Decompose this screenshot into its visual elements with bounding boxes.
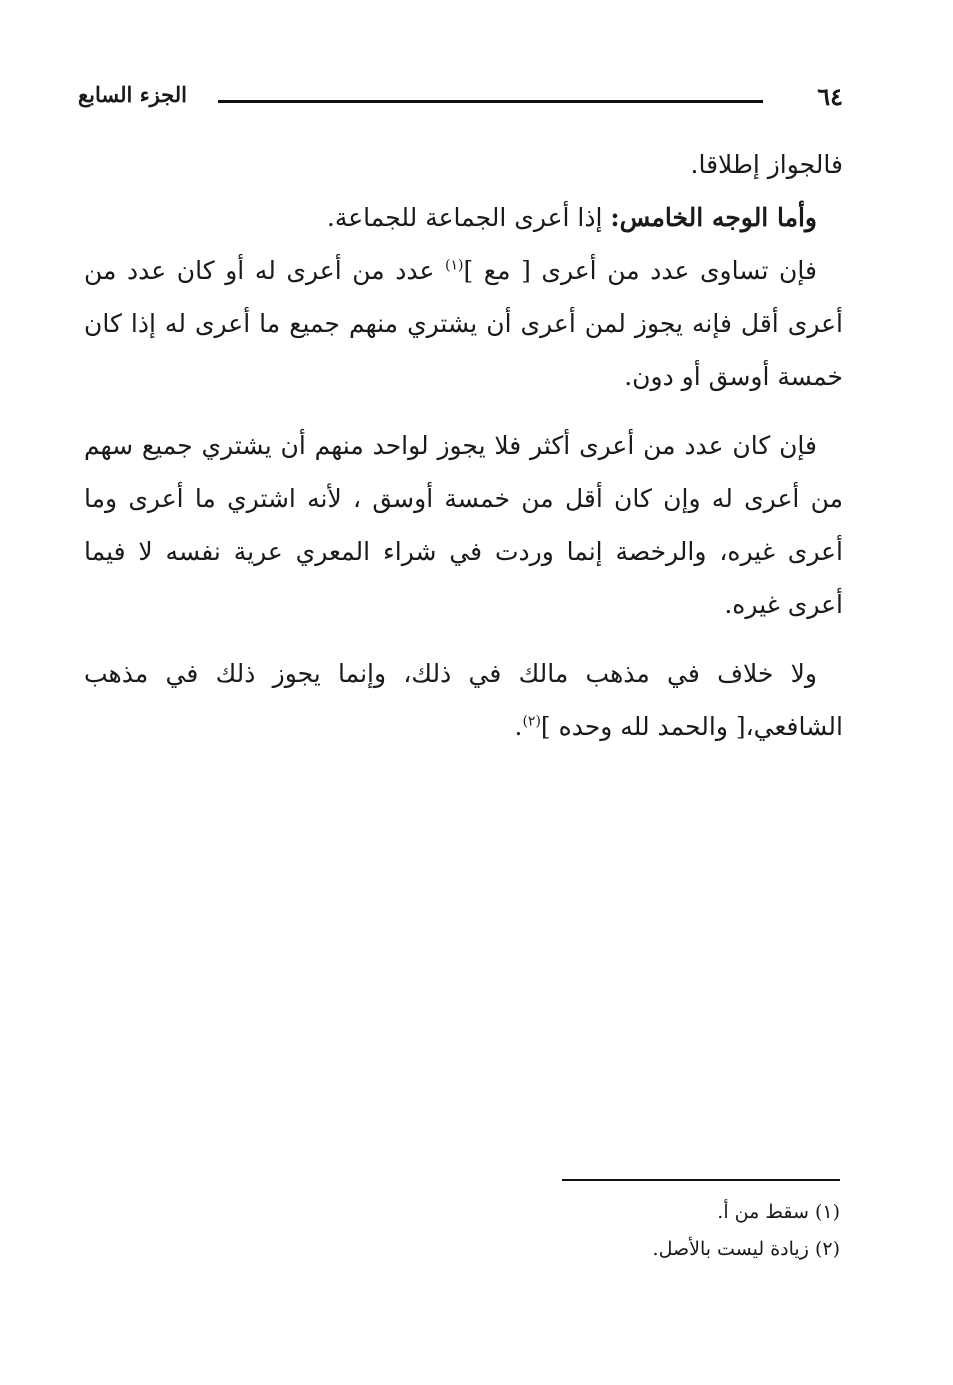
footnotes (300, 1194, 840, 1268)
paragraph-5 (84, 647, 843, 753)
paragraph-3 (84, 244, 843, 403)
page-number: ٦٤ (817, 82, 843, 111)
paragraph-3-text-a: فإن تساوى عدد من أعرى [ مع ] (463, 256, 817, 285)
footnote-1: (١) سقط من أ. (717, 1201, 840, 1223)
paragraph-1 (84, 138, 843, 191)
paragraph-3-text-b: عدد من أعرى له أو كان عدد من أعرى أقل فإنه يجوز لمن أعرى أن يشتري منهم جميع ما أعرى له إذا كان خمسة أوسق أو دون. (84, 256, 843, 391)
section-heading: وأما الوجه الخامس: (610, 203, 817, 232)
paragraph-2-text: إذا أعرى الجماعة للجماعة. (326, 203, 611, 232)
footnote-ref-2: (٢) (522, 713, 541, 730)
volume-title: الجزء السابع (78, 82, 187, 107)
paragraph-2 (84, 191, 843, 244)
body-text (84, 138, 843, 753)
paragraph-4 (84, 419, 843, 631)
footnote-2: (٢) زيادة ليست بالأصل. (652, 1238, 840, 1260)
paragraph-1-text: فالجواز إطلاقا. (690, 150, 843, 179)
header-rule (218, 100, 763, 103)
paragraph-5-text-b: . (514, 712, 523, 741)
paragraph-5-text-a: ولا خلاف في مذهب مالك في ذلك، وإنما يجوز ذلك في مذهب الشافعي،[ والحمد لله وحده ] (84, 659, 843, 741)
footnote-rule (562, 1179, 840, 1181)
paragraph-4-text: فإن كان عدد من أعرى أكثر فلا يجوز لواحد منهم أن يشتري جميع سهم من أعرى له وإن كان أقل من خمسة أوسق ، لأنه اشتري ما أعرى وما أعرى غيره، والرخصة إنما وردت في شراء المعري عرية نفسه لا فيما أعرى غيره. (84, 431, 843, 619)
page-header (78, 82, 843, 122)
footnote-ref-1: (١) (444, 257, 464, 274)
